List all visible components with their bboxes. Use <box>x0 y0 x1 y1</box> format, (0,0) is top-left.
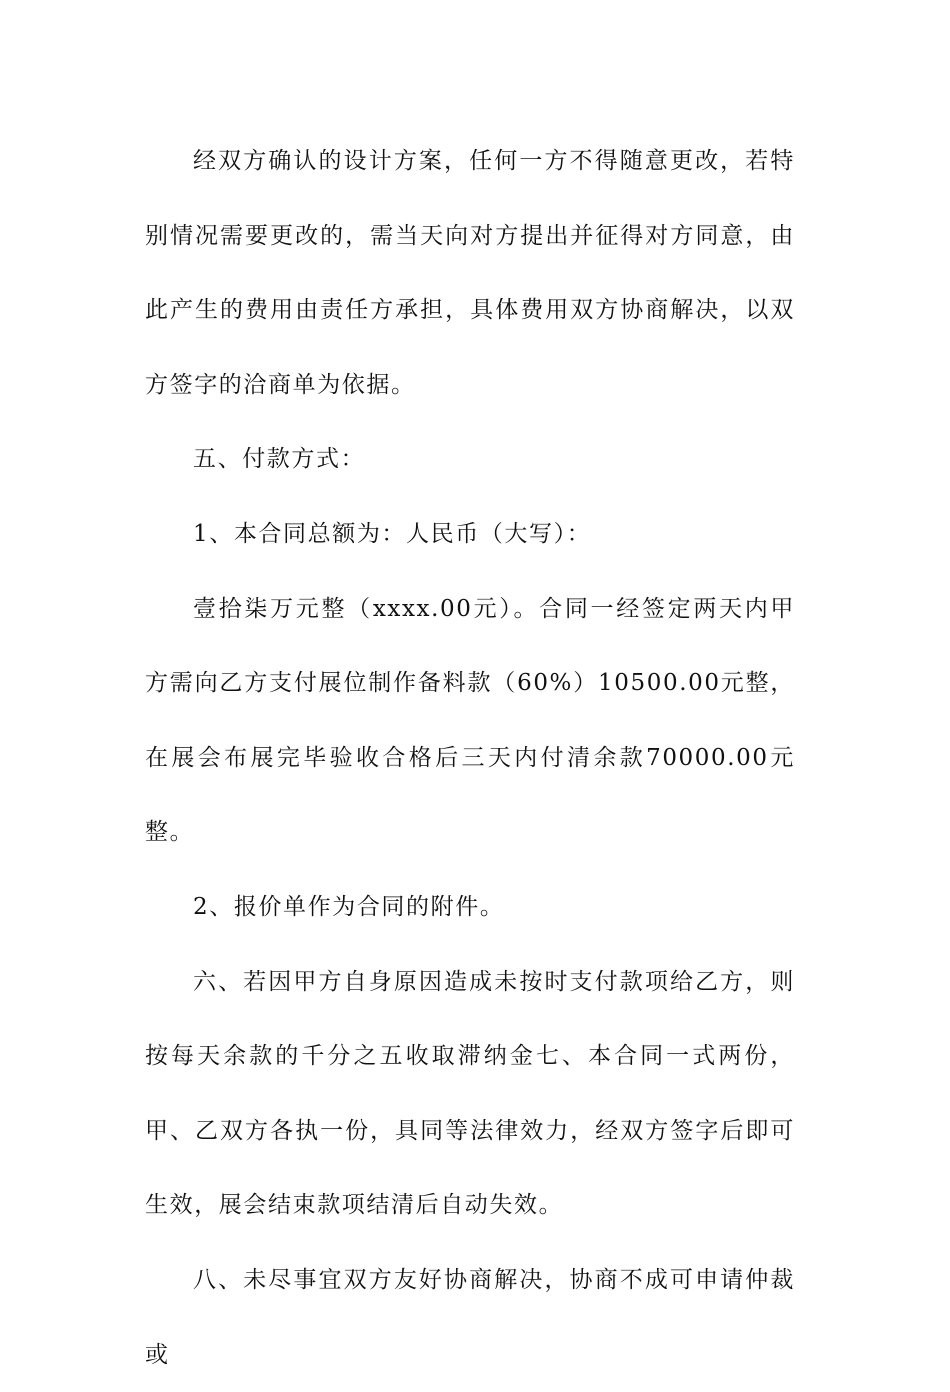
paragraph-design-change: 经双方确认的设计方案，任何一方不得随意更改，若特别情况需要更改的，需当天向对方提出并征得对方同意，由此产生的费用由责任方承担，具体费用双方协商解决，以双方签字的洽商单为依据。 <box>145 148 795 398</box>
paragraph-quote-attachment: 2、报价单作为合同的附件。 <box>193 893 505 920</box>
paragraph-payment-terms: 壹拾柒万元整（xxxx.00元）。合同一经签定两天内甲方需向乙方支付展位制作备料款（60%）10500.00元整，在展会布展完毕验收合格后三天内付清余款70000.00元整。 <box>145 595 795 846</box>
paragraph-dispute-resolution: 八、未尽事宜双方友好协商解决，协商不成可申请仲裁或 <box>145 1266 795 1368</box>
paragraph-late-fee: 六、若因甲方自身原因造成未按时支付款项给乙方，则按每天余款的千分之五收取滞纳金七、本合同一式两份，甲、乙双方各执一份，具同等法律效力，经双方签字后即可生效，展会结束款项结清后自动失效。 <box>145 968 795 1219</box>
document-body <box>145 124 795 1392</box>
paragraph-contract-total: 1、本合同总额为：人民币（大写）： <box>193 520 592 547</box>
heading-payment-method: 五、付款方式： <box>193 446 366 473</box>
